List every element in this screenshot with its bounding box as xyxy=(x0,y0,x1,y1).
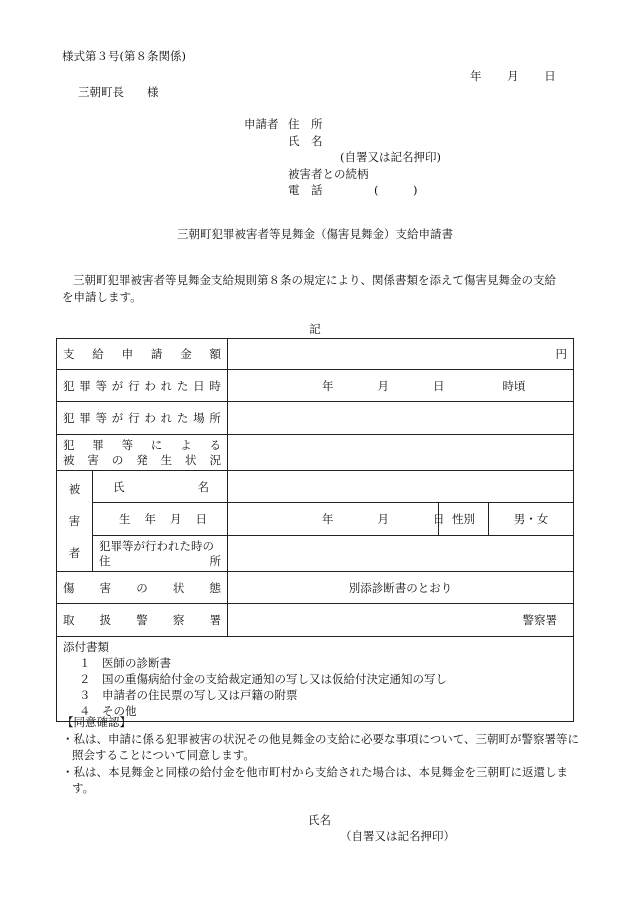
consent-section xyxy=(62,714,582,797)
row-victim-name xyxy=(57,471,574,503)
attachments-cell xyxy=(57,637,574,722)
phone-label: 電 話 xyxy=(288,183,323,197)
applicant-block xyxy=(244,116,441,199)
amount-label: 支 給 申 請 金 額 xyxy=(57,339,228,370)
sex-label: 性別 xyxy=(439,503,489,536)
address-label: 住 所 xyxy=(288,117,323,131)
victim-dob-field[interactable]: 年 月 日 xyxy=(228,503,439,536)
relation-label: 被害者との続柄 xyxy=(288,166,369,181)
victim-address-field[interactable] xyxy=(228,536,574,572)
row-amount xyxy=(57,339,574,370)
phone-parens: ( ) xyxy=(374,183,418,197)
form-number: 様式第３号(第８条関係) xyxy=(62,49,186,63)
injury-value: 別添診断書のとおり xyxy=(228,572,574,604)
crime-place-field[interactable] xyxy=(228,402,574,435)
consent-item: ・私は、申請に係る犯罪被害の状況その他見舞金の支給に必要な事項について、三朝町が警察署等に照会することについて同意します。 xyxy=(62,731,580,762)
date-line: 年 月 日 xyxy=(470,69,556,83)
police-label: 取 扱 警 察 署 xyxy=(57,604,228,637)
application-statement: 三朝町犯罪被害者等見舞金支給規則第８条の規定により、関係書類を添えて傷害見舞金の支給を申請します。 xyxy=(62,273,556,304)
damage-status-field[interactable] xyxy=(228,435,574,471)
crime-place-label: 犯 罪 等 が 行 わ れ た 場 所 xyxy=(57,402,228,435)
police-suffix: 警察署 xyxy=(522,613,558,627)
attachment-item: ４ その他 xyxy=(79,704,137,718)
attachment-item: １ 医師の診断書 xyxy=(79,656,171,670)
victim-name-field[interactable] xyxy=(228,471,574,503)
addressee: 三朝町長 様 xyxy=(78,85,159,99)
victim-address-label: 犯罪等が行われた時の 住 所 xyxy=(93,536,228,572)
signature-name-label: 氏名 xyxy=(308,813,331,827)
police-field[interactable] xyxy=(228,604,574,637)
consent-item: ・私は、本見舞金と同様の給付金を他市町村から支給された場合は、本見舞金を三朝町に返還します。 xyxy=(62,764,568,795)
victim-dob-label: 生 年 月 日 xyxy=(93,503,228,536)
yen-unit: 円 xyxy=(555,347,568,361)
consent-title: 【同意確認】 xyxy=(62,715,131,729)
signature-note: （自署又は記名押印） xyxy=(340,829,455,843)
crime-datetime-field[interactable]: 年 月 日 時頃 xyxy=(228,370,574,402)
attachment-item: ２ 国の重傷病給付金の支給裁定通知の写し又は仮給付決定通知の写し xyxy=(79,672,447,686)
victim-name-label: 氏 名 xyxy=(93,471,228,503)
attachment-item: ３ 申請者の住民票の写し又は戸籍の附票 xyxy=(79,688,298,702)
row-attachments xyxy=(57,637,574,722)
sex-options[interactable]: 男・女 xyxy=(489,503,574,536)
applicant-signature-note: (自署又は記名押印) xyxy=(340,150,441,164)
attachments-title: 添付書類 xyxy=(63,640,109,654)
row-injury xyxy=(57,572,574,604)
application-table xyxy=(56,338,574,722)
amount-field[interactable] xyxy=(228,339,574,370)
row-crime-datetime xyxy=(57,370,574,402)
row-victim-address xyxy=(57,536,574,572)
row-damage-status xyxy=(57,435,574,471)
row-victim-dob xyxy=(57,503,574,536)
document-title: 三朝町犯罪被害者等見舞金（傷害見舞金）支給申請書 xyxy=(177,227,453,241)
applicant-label: 申請者 xyxy=(244,117,279,131)
injury-label: 傷 害 の 状 態 xyxy=(57,572,228,604)
attachments-list xyxy=(63,655,567,719)
damage-status-label: 犯 罪 等 に よ る 被 害 の 発 生 状 況 xyxy=(57,435,228,471)
name-label: 氏 名 xyxy=(288,133,323,148)
crime-datetime-label: 犯 罪 等 が 行 わ れ た 日 時 xyxy=(57,370,228,402)
ki-heading: 記 xyxy=(309,322,321,336)
row-police xyxy=(57,604,574,637)
victim-label: 被 害 者 xyxy=(57,471,93,572)
row-crime-place xyxy=(57,402,574,435)
